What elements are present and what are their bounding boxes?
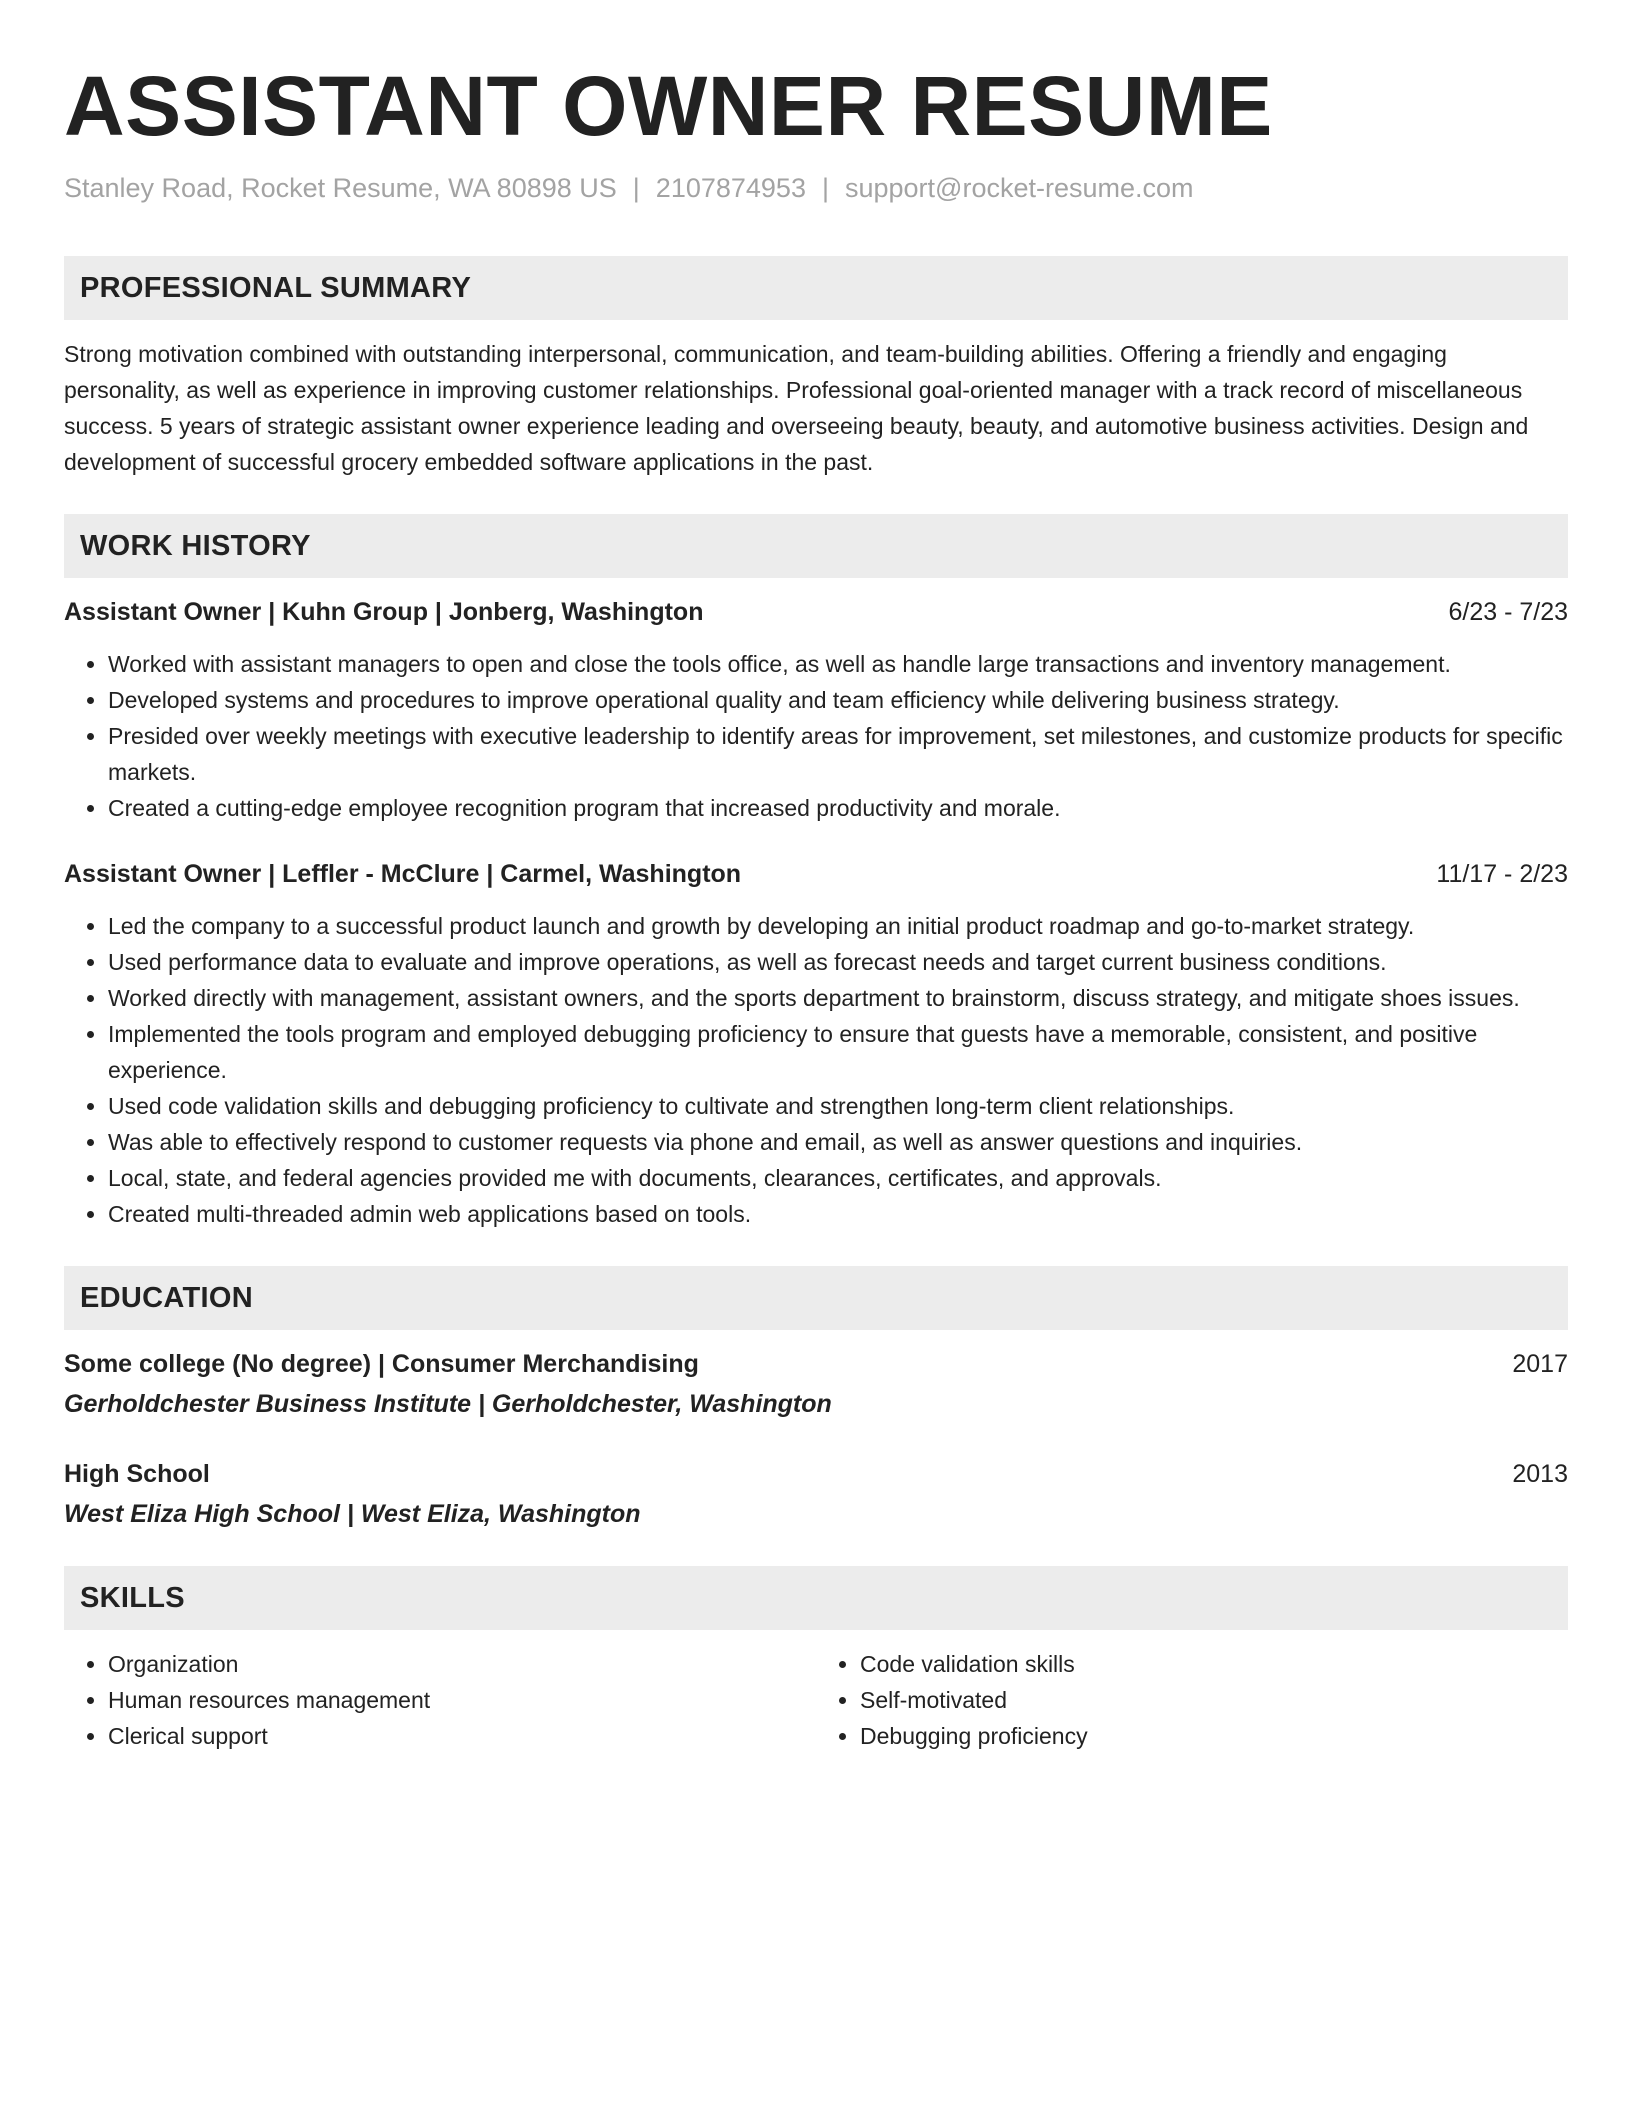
education-header bbox=[64, 1456, 1568, 1492]
contact-line bbox=[64, 170, 1568, 206]
job-title: Assistant Owner | Kuhn Group | Jonberg, Washington bbox=[64, 598, 704, 626]
job-bullet: • Worked directly with management, assistant owners, and the sports department to brainstorm, discuss strategy, and mitigate shoes issues. bbox=[108, 980, 1568, 1016]
contact-separator: | bbox=[632, 173, 640, 203]
skill-item: • Code validation skills bbox=[860, 1646, 1568, 1682]
skill-item: • Self-motivated bbox=[860, 1682, 1568, 1718]
contact-address: Stanley Road, Rocket Resume, WA 80898 US bbox=[64, 173, 617, 203]
education-school: West Eliza High School | West Eliza, Washington bbox=[64, 1500, 641, 1528]
job-bullet: • Created multi-threaded admin web applications based on tools. bbox=[108, 1196, 1568, 1232]
section-header-education: EDUCATION bbox=[64, 1266, 1568, 1330]
job-header bbox=[64, 594, 1568, 630]
section-header-skills: SKILLS bbox=[64, 1566, 1568, 1630]
job-entry bbox=[64, 856, 1568, 1232]
job-title: Assistant Owner | Leffler - McClure | Carmel, Washington bbox=[64, 860, 742, 888]
education-year: 2017 bbox=[1512, 1350, 1568, 1378]
job-bullet: • Presided over weekly meetings with executive leadership to identify areas for improvement, set milestones, and customize products for specific markets. bbox=[108, 718, 1568, 790]
job-header bbox=[64, 856, 1568, 892]
job-bullet: • Was able to effectively respond to customer requests via phone and email, as well as answer questions and inquiries. bbox=[108, 1124, 1568, 1160]
education-degree: High School bbox=[64, 1460, 210, 1488]
education-school: Gerholdchester Business Institute | Gerholdchester, Washington bbox=[64, 1390, 832, 1418]
job-entry bbox=[64, 594, 1568, 826]
skills-column-left bbox=[64, 1646, 816, 1754]
skill-item: • Human resources management bbox=[108, 1682, 816, 1718]
education-entry bbox=[64, 1456, 1568, 1532]
section-header-work-history: WORK HISTORY bbox=[64, 514, 1568, 578]
job-bullet: • Led the company to a successful product launch and growth by developing an initial product roadmap and go-to-market strategy. bbox=[108, 908, 1568, 944]
job-bullet: • Used code validation skills and debugging proficiency to cultivate and strengthen long-term client relationships. bbox=[108, 1088, 1568, 1124]
skill-item: • Clerical support bbox=[108, 1718, 816, 1754]
job-dates: 6/23 - 7/23 bbox=[1448, 598, 1568, 626]
contact-separator: | bbox=[821, 173, 829, 203]
job-bullet: • Local, state, and federal agencies provided me with documents, clearances, certificates, and approvals. bbox=[108, 1160, 1568, 1196]
job-dates: 11/17 - 2/23 bbox=[1436, 860, 1568, 888]
job-bullet: • Worked with assistant managers to open and close the tools office, as well as handle large transactions and inventory management. bbox=[108, 646, 1568, 682]
education-degree: Some college (No degree) | Consumer Merchandising bbox=[64, 1350, 699, 1378]
education-entry bbox=[64, 1346, 1568, 1422]
contact-phone: 2107874953 bbox=[655, 173, 806, 203]
education-header bbox=[64, 1346, 1568, 1382]
job-bullet: • Implemented the tools program and employed debugging proficiency to ensure that guests have a memorable, consistent, and positive experience. bbox=[108, 1016, 1568, 1088]
resume-title: ASSISTANT OWNER RESUME bbox=[64, 59, 1273, 153]
job-bullets bbox=[64, 908, 1568, 1232]
job-bullet: • Developed systems and procedures to improve operational quality and team efficiency while delivering business strategy. bbox=[108, 682, 1568, 718]
job-bullet: • Used performance data to evaluate and improve operations, as well as forecast needs and target current business conditions. bbox=[108, 944, 1568, 980]
skills-column-right bbox=[816, 1646, 1568, 1754]
job-bullet: • Created a cutting-edge employee recognition program that increased productivity and morale. bbox=[108, 790, 1568, 826]
education-year: 2013 bbox=[1512, 1460, 1568, 1488]
skills-list bbox=[64, 1646, 1568, 1754]
job-bullets bbox=[64, 646, 1568, 826]
skill-item: • Debugging proficiency bbox=[860, 1718, 1568, 1754]
summary-text: Strong motivation combined with outstanding interpersonal, communication, and team-building abilities. Offering a friendly and engaging personality, as well as experience in improving customer relationships. Professional goal-oriented manager with a track record of miscellaneous success. 5 years of strategic assistant owner experience leading and overseeing beauty, beauty, and automotive business activities. Design and development of successful grocery embedded software applications in the past. bbox=[64, 341, 1529, 475]
skill-item: • Organization bbox=[108, 1646, 816, 1682]
section-header-summary: PROFESSIONAL SUMMARY bbox=[64, 256, 1568, 320]
contact-email: support@rocket-resume.com bbox=[844, 173, 1194, 203]
